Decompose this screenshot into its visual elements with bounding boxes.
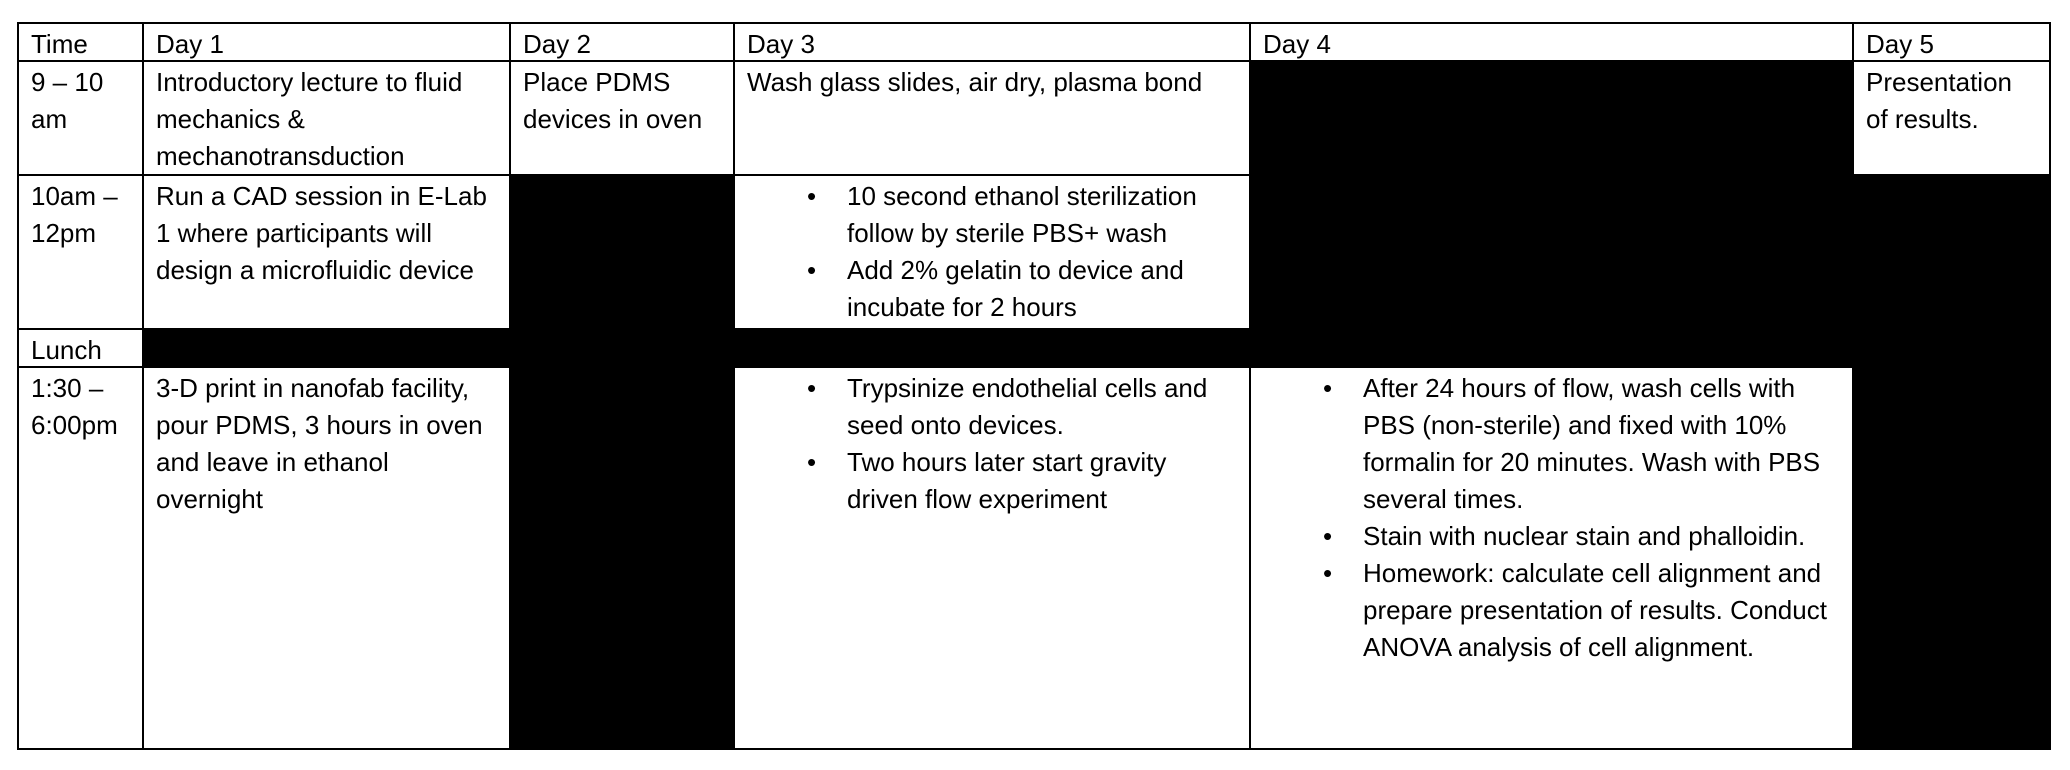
header-day-1: Day 1 [144, 24, 509, 60]
row1-day1: Introductory lecture to fluid mechanics & mechanotransduction [144, 62, 509, 174]
row4-day1: 3-D print in nanofab facility, pour PDMS, 3 hours in oven and leave in ethanol overnight [144, 368, 509, 748]
row2-day3-list [747, 178, 1239, 326]
list-item: • 10 second ethanol sterilization follow by sterile PBS+ wash [747, 178, 1239, 252]
row1-day3: Wash glass slides, air dry, plasma bond [735, 62, 1249, 174]
row4-time: 1:30 – 6:00pm [19, 368, 142, 748]
row2-day1: Run a CAD session in E-Lab 1 where participants will design a microfluidic device [144, 176, 509, 328]
row2-day3 [735, 176, 1249, 328]
row1-time: 9 – 10 am [19, 62, 142, 174]
row3-time: Lunch [19, 330, 142, 366]
header-day-3: Day 3 [735, 24, 1249, 60]
row1-day2: Place PDMS devices in oven [511, 62, 733, 174]
header-day-5: Day 5 [1854, 24, 2049, 60]
list-item: • Homework: calculate cell alignment and prepare presentation of results. Conduct ANOVA analysis of cell alignment. [1263, 555, 1842, 666]
list-item: • Trypsinize endothelial cells and seed onto devices. [747, 370, 1239, 444]
header-time: Time [19, 24, 142, 60]
list-item: • Stain with nuclear stain and phalloidin. [1263, 518, 1842, 555]
header-day-2: Day 2 [511, 24, 733, 60]
row4-day4-list [1263, 370, 1842, 666]
list-item: • Add 2% gelatin to device and incubate for 2 hours [747, 252, 1239, 326]
row4-day4 [1251, 368, 1852, 748]
list-item: • After 24 hours of flow, wash cells with PBS (non-sterile) and fixed with 10% formalin for 20 minutes. Wash with PBS several times. [1263, 370, 1842, 518]
list-item: • Two hours later start gravity driven flow experiment [747, 444, 1239, 518]
row4-day3-list [747, 370, 1239, 518]
row1-day5: Presentation of results. [1854, 62, 2049, 174]
row2-time: 10am – 12pm [19, 176, 142, 328]
schedule-table [17, 22, 2051, 750]
row4-day3 [735, 368, 1249, 748]
header-day-4: Day 4 [1251, 24, 1852, 60]
